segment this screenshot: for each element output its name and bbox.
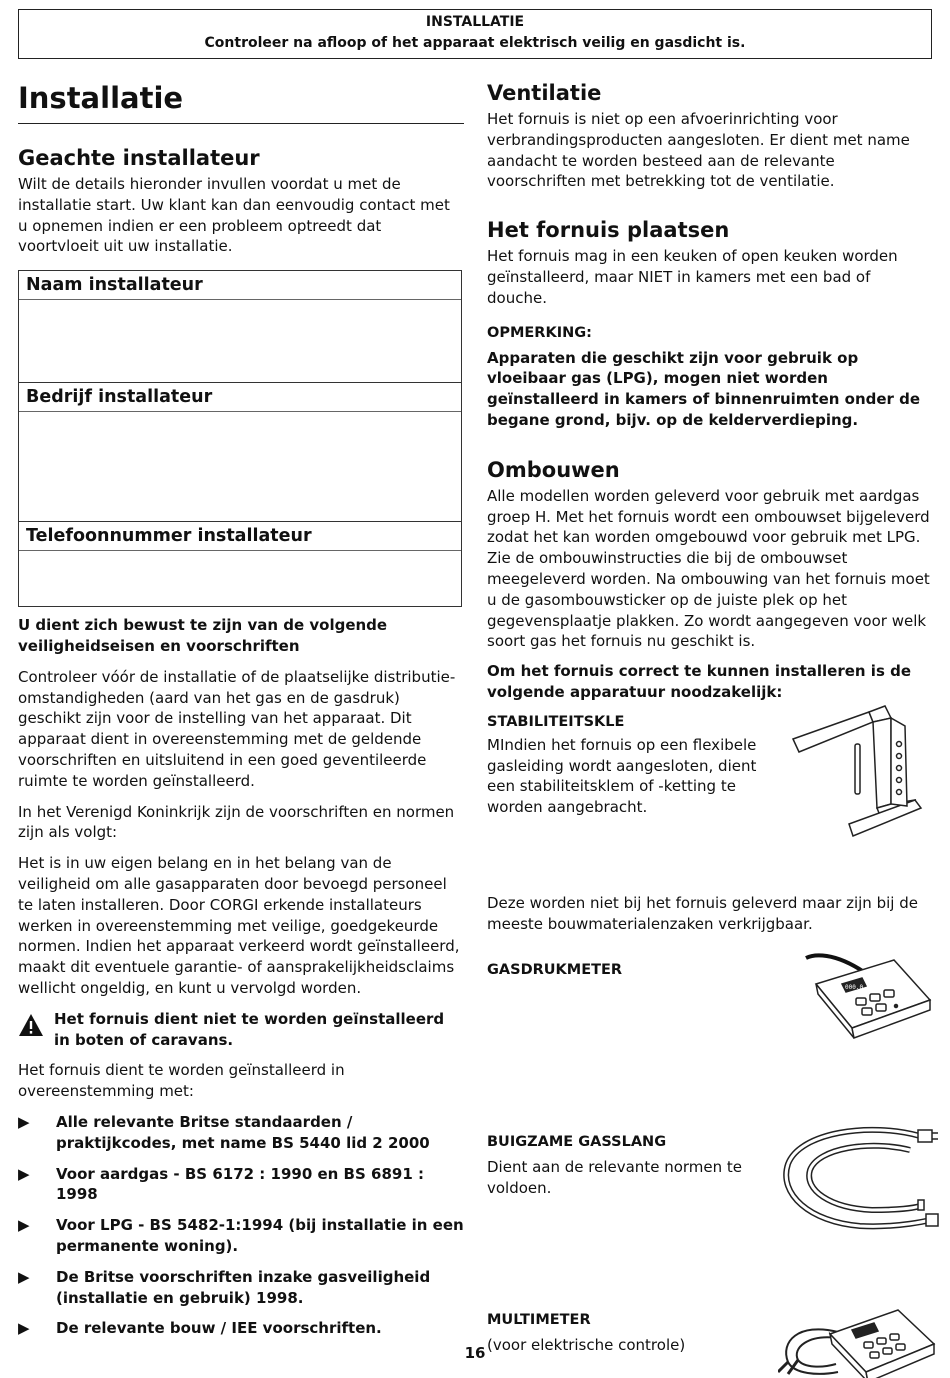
header-banner [18,9,932,59]
availability-text: Deze worden niet bij het fornuis geleverd maar zijn bij de meeste bouwmaterialenzaken verkrijgbaar. [487,893,918,933]
conversion-text: Alle modellen worden geleverd voor gebruik met aardgas groep H. Met het fornuis wordt een ombouwset bijgeleverd zodat het kan worden omgebouwd voor gebruik met LPG. Zie de ombouwinstructies die bij de ombouwset meegeleverd worden. Na ombouwing van het fornuis moet u de gasombouwsticker op de juiste plek op het gegevensplaatje plakken. Zo wordt aangegeven voor welk soort gas het fornuis nu geschikt is. [487,486,930,651]
warning-notice [18,1009,464,1051]
header-title: INSTALLATIE [425,14,525,30]
placement-heading: Het fornuis plaatsen [487,218,730,243]
bullet-item [18,1112,464,1154]
bullet-text: De relevante bouw / IEE voorschriften. [56,1319,382,1338]
installer-phone-field[interactable] [19,551,461,606]
stability-text: MIndien het fornuis op een flexibele gasleiding wordt aangesloten, dient een stabiliteitsklem of -ketting te worden aangebracht. [487,735,757,817]
gauge-section [487,960,932,1046]
gauge-display: 000.0 [845,984,864,992]
bullet-arrow-icon: ▶ [18,1164,30,1183]
page-number: 16 [464,1344,486,1362]
bullet-item [18,1215,464,1257]
ventilation-text: Het fornuis is niet op een afvoerinrichting voor verbrandingsproducten aangesloten. Er dient met name aandacht te worden besteed aan de relevante voorschriften met betrekking tot de ventilatie. [487,110,910,191]
header-subtitle: Controleer na afloop of het apparaat elektrisch veilig en gasdicht is. [204,35,746,51]
bullet-item [18,1267,464,1309]
bullet-text: Voor LPG - BS 5482-1:1994 (bij installatie in een permanente woning). [56,1216,464,1255]
bullet-item [18,1164,464,1206]
stability-label: STABILITEITSKLE [487,713,625,730]
bullet-arrow-icon: ▶ [18,1319,30,1338]
safety-paragraph-2: In het Verenigd Koninkrijk zijn de voorschriften en normen zijn als volgt: [18,802,455,842]
equipment-heading: Om het fornuis correct te kunnen installeren is de volgende apparatuur noodzakelijk: [487,662,911,701]
installer-company-label: Bedrijf installateur [19,383,461,412]
page-title: Installatie [18,76,464,124]
installer-name-label: Naam installateur [19,271,461,300]
multimeter-label: MULTIMETER [487,1312,591,1329]
hose-text: Dient aan de relevante normen te voldoen. [487,1158,743,1198]
gauge-label: GASDRUKMETER [487,962,623,979]
dear-installer-heading: Geachte installateur [18,146,260,170]
bullet-text: De Britse voorschriften inzake gasveiligheid (installatie en gebruik) 1998. [56,1267,431,1307]
safety-paragraph-1: Controleer vóór de installatie of de plaatselijke distributie-omstandigheden (aard van het gas en de gasdruk) geschikt zijn voor de instelling van het apparaat. Dit apparaat dient in overeenstemming met de geldende voorschriften en uitsluitend in een goed geventileerde ruimte te worden geïnstalleerd. [18,667,456,790]
bullet-item [18,1318,464,1339]
warning-triangle-icon [18,1009,54,1041]
ventilation-heading: Ventilatie [487,81,602,105]
bullet-arrow-icon: ▶ [18,1112,30,1131]
hose-label: BUIGZAME GASSLANG [487,1134,667,1151]
note-label: OPMERKING: [487,324,592,341]
safety-paragraph-3: Het is in uw eigen belang en in het belang van de veiligheid om alle gasapparaten door bevoegd personeel te laten installeren. Door CORGI erkende installateurs werken in overeenstemming met veilige, goedgekeurde normen. Indien het apparaat verkeerd wordt geïnstalleerd, maakt dit eventuele garantie- of aansprakelijkheidsclaims wellicht ongeldig, en kunt u vervolgd worden. [18,854,460,997]
bullet-text: Voor aardgas - BS 6172 : 1990 en BS 6891 : 1998 [56,1164,424,1204]
stability-section [487,712,932,843]
installer-phone-label: Telefoonnummer installateur [19,522,461,551]
compliance-intro: Het fornuis dient te worden geïnstalleerd in overeenstemming met: [18,1061,345,1101]
multimeter-illustration [778,1302,938,1378]
installer-form [18,270,462,607]
stability-bracket-illustration [791,704,926,843]
placement-text: Het fornuis mag in een keuken of open keuken worden geïnstalleerd, maar NIET in kamers met een bad of douche. [487,247,898,307]
note-text: Apparaten die geschikt zijn voor gebruik op vloeibaar gas (LPG), mogen niet worden geïnstalleerd in kamers of binnenruimten onder de begane grond, bijv. op de kelderverdieping. [487,348,921,429]
bullet-arrow-icon: ▶ [18,1216,30,1235]
installer-company-field[interactable] [19,412,461,522]
bullet-text: Alle relevante Britse standaarden / praktijkcodes, met name BS 5440 lid 2 2000 [56,1112,430,1152]
dear-installer-text: Wilt de details hieronder invullen voordat u met de installatie start. Uw klant kan dan eenvoudig contact met u opnemen indien er een probleem optreedt dat voortvloeit uit uw installatie. [18,175,450,256]
gas-pressure-gauge-illustration [804,942,932,1046]
installer-name-field[interactable] [19,300,461,383]
multimeter-text: (voor elektrische controle) [487,1336,686,1355]
warning-text: Het fornuis dient niet te worden geïnstalleerd in boten of caravans. [54,1009,445,1049]
hose-section [487,1132,932,1248]
bullet-arrow-icon: ▶ [18,1267,30,1286]
right-column [487,76,932,1378]
gas-hose-illustration [780,1124,940,1248]
left-column [18,76,464,1339]
safety-heading: U dient zich bewust te zijn van de volgende veiligheidseisen en voorschriften [18,616,388,655]
conversion-heading: Ombouwen [487,457,620,482]
